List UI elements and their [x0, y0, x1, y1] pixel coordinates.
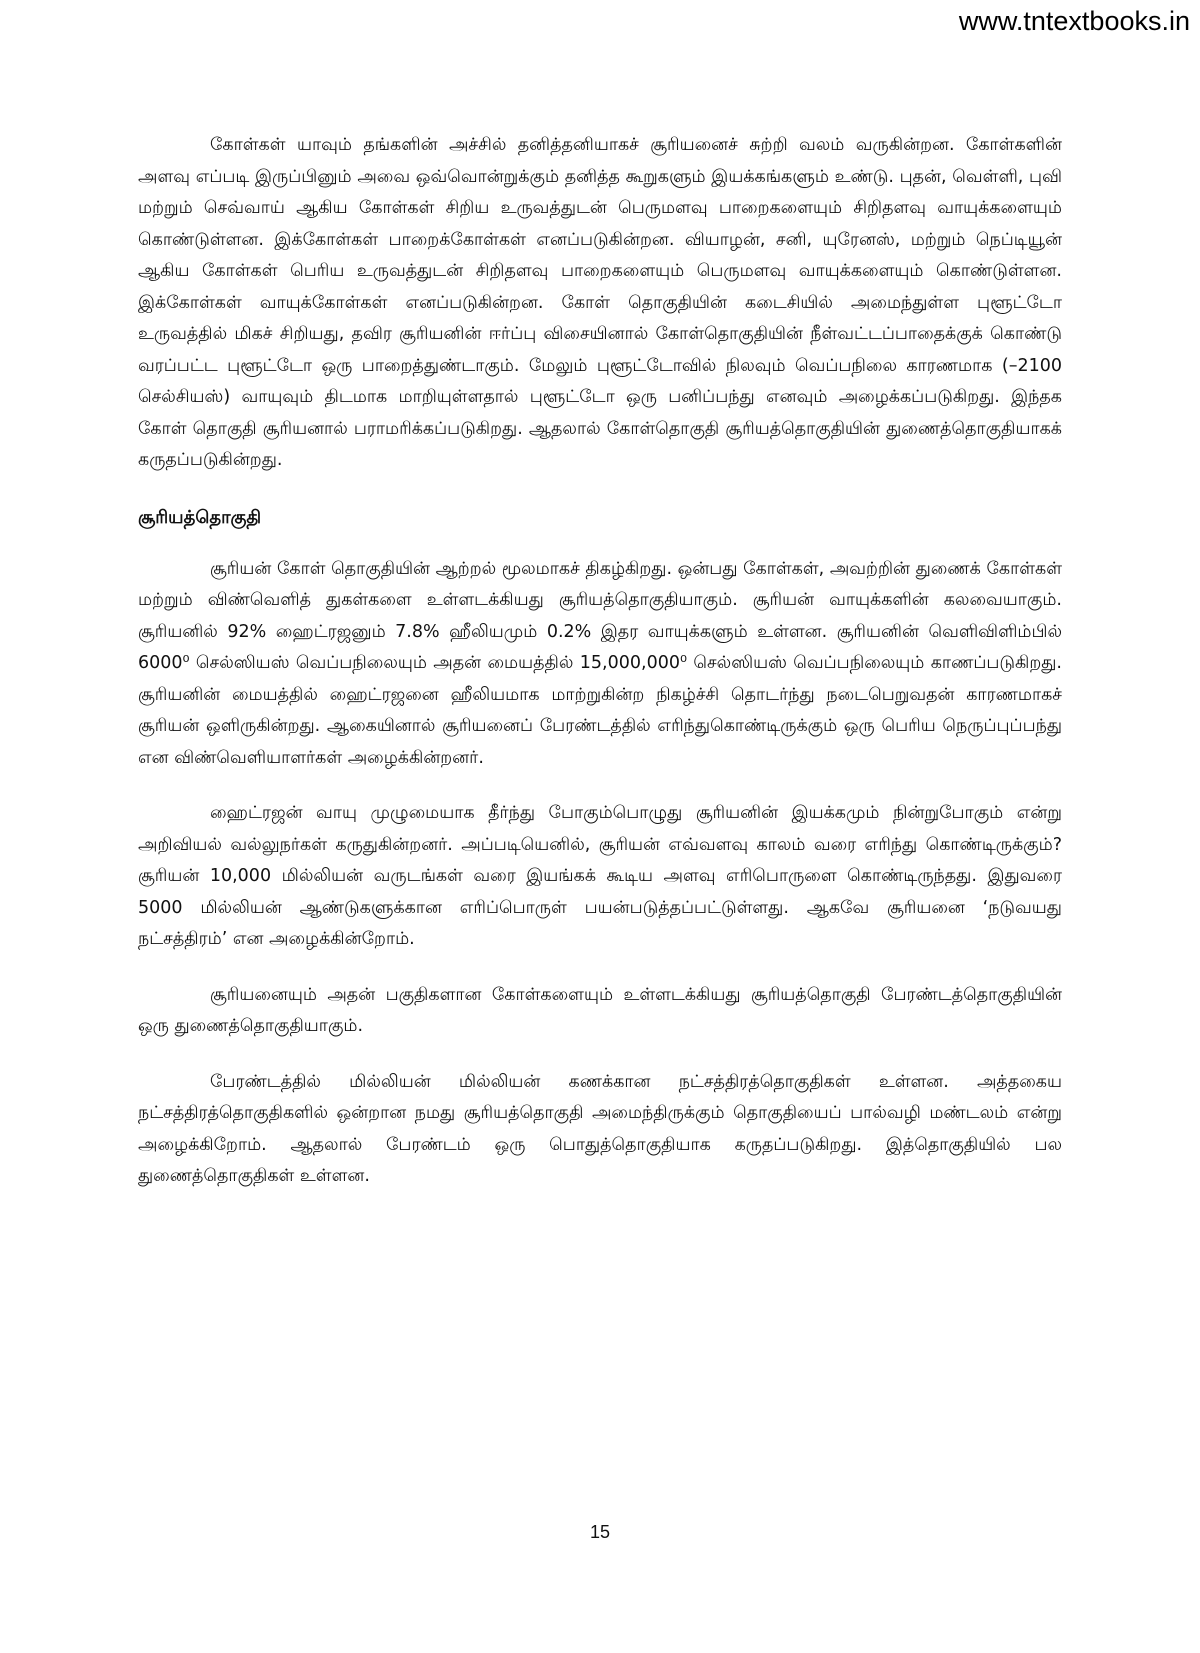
site-url[interactable]: www.tntextbooks.in: [958, 6, 1190, 36]
paragraph-subsystem: சூரியனையும் அதன் பகுதிகளான கோள்களையும் உள்ளடக்கியது சூரியத்தொகுதி பேரண்டத்தொகுதியின் ஒரு துணைத்தொகுதியாகும்.: [138, 984, 1062, 1036]
page-content: [138, 130, 1062, 1217]
page-number: 15: [589, 1522, 611, 1542]
paragraph-sun-lifetime: ஹைட்ரஜன் வாயு முழுமையாக தீர்ந்து போகும்பொழுது சூரியனின் இயக்கமும் நின்றுபோகும் என்று அறிவியல் வல்லுநர்கள் கருதுகின்றனர். அப்படியெனில், சூரியன் எவ்வளவு காலம் வரை எரிந்து கொண்டிருக்கும்? சூரியன் 10,000 மில்லியன் வருடங்கள் வரை இயங்கக் கூடிய அளவு எரிபொருளை கொண்டிருந்தது. இதுவரை 5000 மில்லியன் ஆண்டுகளுக்கான எரிப்பொருள் பயன்படுத்தப்பட்டுள்ளது. ஆகவே சூரியனை ‘நடுவயது நட்சத்திரம்’ என அழைக்கின்றோம்.: [138, 803, 1062, 949]
paragraph-planets: கோள்கள் யாவும் தங்களின் அச்சில் தனித்தனியாகச் சூரியனைச் சுற்றி வலம் வருகின்றன. கோள்களின் அளவு எப்படி இருப்பினும் அவை ஒவ்வொன்றுக்கும் தனித்த கூறுகளும் இயக்கங்களும் உண்டு. புதன், வெள்ளி, புவி மற்றும் செவ்வாய் ஆகிய கோள்கள் சிறிய உருவத்துடன் பெருமளவு பாறைகளையும் சிறிதளவு வாயுக்களையும் கொண்டுள்ளன. இக்கோள்கள் பாறைக்கோள்கள் எனப்படுகின்றன. வியாழன், சனி, யுரேனஸ், மற்றும் நெப்டியூன் ஆகிய கோள்கள் பெரிய உருவத்துடன் சிறிதளவு பாறைகளையும் பெருமளவு வாயுக்களையும் கொண்டுள்ளன. இக்கோள்கள் வாயுக்கோள்கள் எனப்படுகின்றன. கோள் தொகுதியின் கடைசியில் அமைந்துள்ள புளூட்டோ உருவத்தில் மிகச் சிறியது, தவிர சூரியனின் ஈர்ப்பு விசையினால் கோள்தொகுதியின் நீள்வட்டப்பாதைக்குக் கொண்டு வரப்பட்ட புளூட்டோ ஒரு பாறைத்துண்டாகும். மேலும் புளூட்டோவில் நிலவும் வெப்பநிலை காரணமாக (–2100 செல்சியஸ்) வாயுவும் திடமாக மாறியுள்ளதால் புளூட்டோ ஒரு பனிப்பந்து எனவும் அழைக்கப்படுகிறது. இந்தக கோள் தொகுதி சூரியனால் பராமரிக்கப்படுகிறது. ஆதலால் கோள்தொகுதி சூரியத்தொகுதியின் துணைத்தொகுதியாகக் கருதப்படுகின்றது.: [138, 135, 1062, 470]
paragraph-galaxy: பேரண்டத்தில் மில்லியன் மில்லியன் கணக்கான நட்சத்திரத்தொகுதிகள் உள்ளன. அத்தகைய நட்சத்திரத்தொகுதிகளில் ஒன்றான நமது சூரியத்தொகுதி அமைந்திருக்கும் தொகுதியைப் பால்வழி மண்டலம் என்று அழைக்கிறோம். ஆதலால் பேரண்டம் ஒரு பொதுத்தொகுதியாக கருதப்படுகிறது. இத்தொகுதியில் பல துணைத்தொகுதிகள் உள்ளன.: [138, 1071, 1062, 1186]
section-heading-solar-system: சூரியத்தொகுதி: [138, 506, 262, 528]
paragraph-sun-composition: சூரியன் கோள் தொகுதியின் ஆற்றல் மூலமாகச் திகழ்கிறது. ஒன்பது கோள்கள், அவற்றின் துணைக் கோள்கள் மற்றும் விண்வெளித் துகள்களை உள்ளடக்கியது சூரியத்தொகுதியாகும். சூரியன் வாயுக்களின் கலவையாகும். சூரியனில் 92% ஹைட்ரஜனும் 7.8% ஹீலியமும் 0.2% இதர வாயுக்களும் உள்ளன. சூரியனின் வெளிவிளிம்பில் 6000⁰ செல்ஸியஸ் வெப்பநிலையும் அதன் மையத்தில் 15,000,000⁰ செல்ஸியஸ் வெப்பநிலையும் காணப்படுகிறது. சூரியனின் மையத்தில் ஹைட்ரஜனை ஹீலியமாக மாற்றுகின்ற நிகழ்ச்சி தொடர்ந்து நடைபெறுவதன் காரணமாகச் சூரியன் ஒளிருகின்றது. ஆகையினால் சூரியனைப் பேரண்டத்தில் எரிந்துகொண்டிருக்கும் ஒரு பெரிய நெருப்புப்பந்து என விண்வெளியாளர்கள் அழைக்கின்றனர்.: [138, 558, 1062, 768]
